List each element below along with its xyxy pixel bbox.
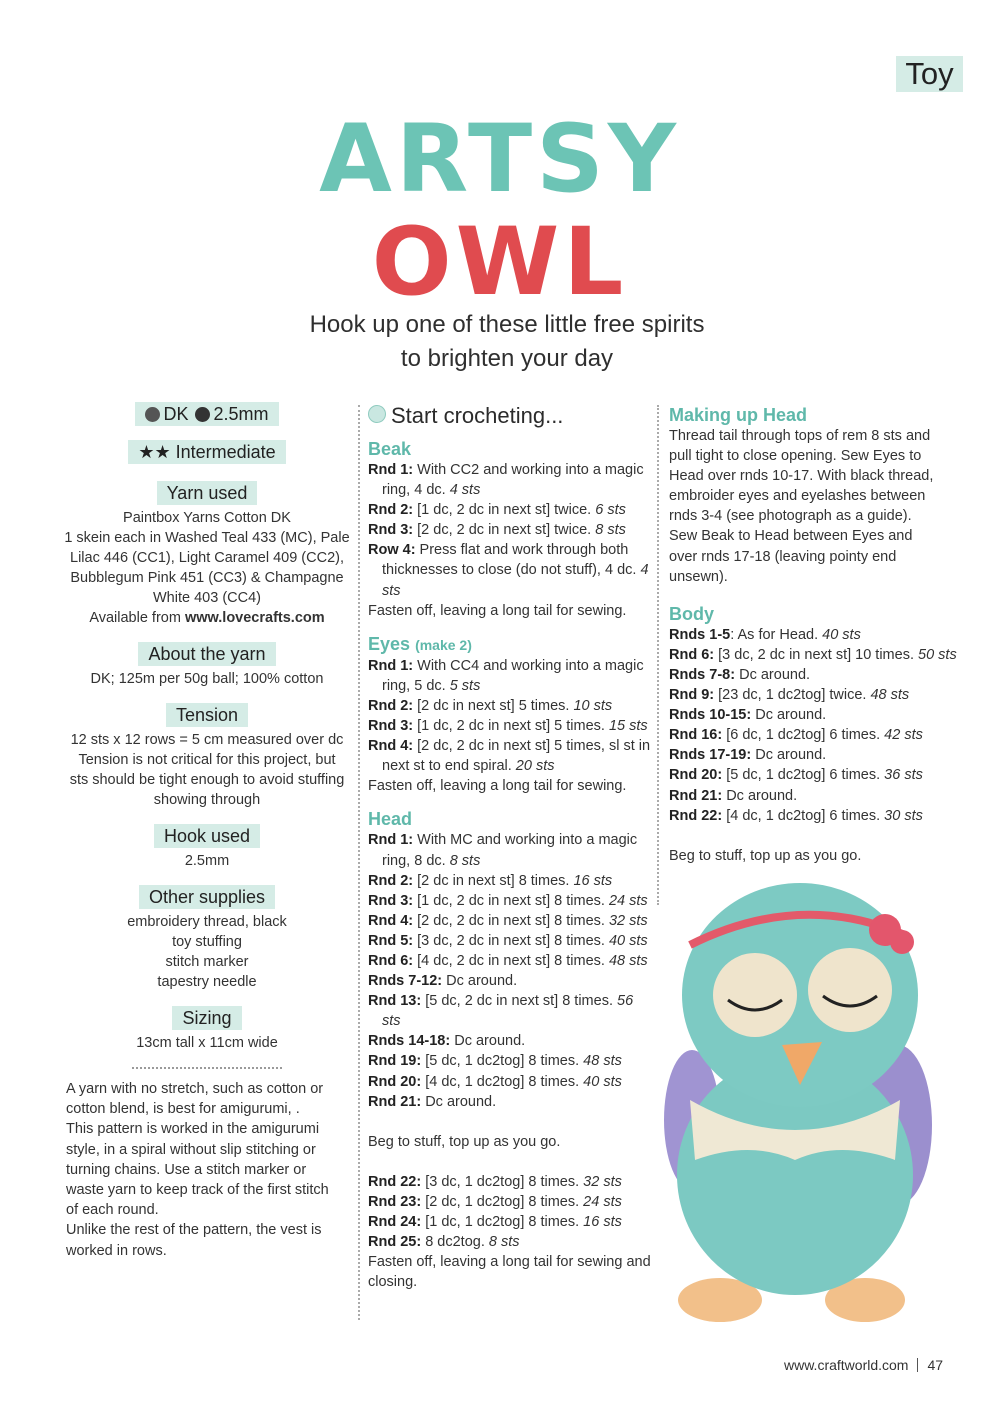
hook-used-heading: Hook used — [154, 824, 260, 848]
subtitle-line-2: to brighten your day — [400, 345, 614, 372]
row-text: [5 dc, 1 dc2tog] 8 times. — [421, 1053, 584, 1070]
supply-item: tapestry needle — [157, 974, 257, 990]
stitch-count: 6 sts — [595, 502, 626, 519]
right-eye — [808, 948, 892, 1032]
stitch-count: 5 sts — [449, 677, 481, 694]
dotted-divider — [132, 1067, 282, 1069]
note-line: This pattern is worked in the amigurumi — [66, 1121, 320, 1138]
supply-item: embroidery thread, black — [127, 914, 287, 930]
instruction-row — [669, 685, 969, 705]
lovecrafts-link[interactable]: www.lovecrafts.com — [184, 610, 325, 626]
head-heading: Head — [368, 809, 413, 830]
stitch-count: 50 sts — [918, 646, 957, 663]
row-label: Rnds 10-15: — [669, 707, 752, 724]
row-text: [1 dc, 2 dc in next st] 8 times. — [413, 892, 609, 909]
row-label: Rnds 7-12: — [368, 973, 443, 990]
row-label: Rnd 19: — [368, 1053, 422, 1070]
row-text: Press flat and work through both thicknesses to close (do not stuff), 4 dc. — [382, 542, 641, 579]
head-rows-2 — [368, 1172, 654, 1252]
row-text: [4 dc, 1 dc2tog] 6 times. — [722, 807, 885, 824]
row-text: [2 dc, 2 dc in next st] twice. — [413, 522, 596, 539]
row-label: Rnd 1: — [368, 832, 414, 849]
row-label: Rnd 24: — [368, 1214, 422, 1230]
row-label: Rnd 23: — [368, 1193, 422, 1210]
stitch-count: 8 sts — [595, 522, 626, 539]
making-up-head-text: Thread tail through tops of rem 8 sts and pull tight to close opening. Sew Eyes to Head over rnds 10-17. With black thread, embroider eyes and eyelashes between rnds 3-4 (see photograph as a guide). Sew Beak to Head between Eyes and over rnds 17-18 (leaving pointy end unsewn). — [669, 428, 934, 585]
instruction-row — [368, 911, 654, 931]
row-label: Row 4: — [368, 542, 416, 559]
yarn-ball-icon — [368, 405, 386, 423]
stitch-count: 16 sts — [573, 872, 613, 889]
row-text: [5 dc, 1 dc2tog] 6 times. — [722, 767, 885, 784]
body-rows — [669, 625, 969, 826]
instruction-row — [368, 991, 654, 1031]
row-text: Dc around. — [722, 787, 798, 804]
row-text: [4 dc, 1 dc2tog] 8 times. — [421, 1073, 584, 1090]
row-label: Rnd 3: — [368, 522, 414, 539]
row-label: Rnds 1-5 — [669, 626, 731, 643]
instruction-row — [368, 656, 654, 696]
stitch-count: 40 sts — [822, 626, 861, 643]
sizing-section — [62, 1006, 352, 1053]
instruction-row — [669, 665, 969, 685]
instruction-row — [368, 500, 654, 520]
stitch-count: 8 sts — [449, 852, 481, 869]
row-text: 8 dc2tog. — [421, 1234, 489, 1251]
instruction-row — [368, 1092, 654, 1112]
about-yarn-text: DK; 125m per 50g ball; 100% cotton — [90, 671, 324, 687]
row-label: Rnd 25: — [368, 1234, 422, 1251]
sizing-heading: Sizing — [172, 1006, 241, 1030]
hook-used-section — [62, 824, 352, 871]
row-text: With CC4 and working into a magic ring, 5 dc. — [382, 657, 644, 694]
other-supplies-heading: Other supplies — [139, 885, 275, 909]
supply-item: stitch marker — [165, 954, 249, 970]
page-number: 47 — [927, 1357, 944, 1373]
instruction-row — [368, 871, 654, 891]
yarn-line: White 403 (CC4) — [153, 590, 261, 606]
row-label: Rnd 2: — [368, 502, 414, 519]
tension-heading: Tension — [166, 703, 248, 727]
row-text: [23 dc, 1 dc2tog] twice. — [714, 687, 871, 704]
row-label: Rnd 5: — [368, 932, 414, 949]
stitch-count: 42 sts — [884, 727, 923, 744]
instruction-row — [368, 891, 654, 911]
eyes-heading-text: Eyes — [368, 633, 411, 654]
instruction-row — [368, 696, 654, 716]
row-text: [1 dc, 2 dc in next st] 5 times. — [413, 718, 609, 735]
head-rows — [368, 830, 654, 1111]
note-line: cotton blend, is best for amigurumi, . — [66, 1101, 300, 1118]
pattern-column — [368, 402, 654, 1292]
row-label: Rnd 6: — [368, 952, 414, 969]
row-label: Rnd 21: — [368, 1093, 422, 1110]
instruction-row — [368, 1031, 654, 1051]
info-column — [62, 402, 352, 1261]
instruction-row — [368, 1212, 654, 1232]
row-text: : As for Head. — [730, 626, 823, 643]
body-heading: Body — [669, 603, 714, 624]
note-line: turning chains. Use a stitch marker or — [66, 1161, 307, 1178]
row-text: [1 dc, 2 dc in next st] twice. — [413, 502, 596, 519]
instruction-row — [368, 1172, 654, 1192]
yarn-line: Lilac 446 (CC1), Light Caramel 409 (CC2), — [70, 550, 344, 566]
tension-section — [62, 703, 352, 810]
eyes-end: Fasten off, leaving a long tail for sewing. — [368, 778, 627, 795]
row-label: Rnd 4: — [368, 912, 414, 929]
level-text: Intermediate — [175, 442, 276, 462]
instruction-row — [368, 1051, 654, 1071]
row-text: [3 dc, 2 dc in next st] 10 times. — [714, 646, 919, 663]
row-label: Rnd 3: — [368, 892, 414, 909]
skill-level — [62, 440, 352, 467]
stitch-count: 48 sts — [870, 687, 910, 704]
row-label: Rnd 20: — [669, 767, 723, 784]
stitch-count: 10 sts — [573, 697, 613, 714]
row-text: Dc around. — [751, 747, 827, 764]
level-pill — [128, 440, 285, 464]
yarn-weight: DK — [163, 404, 189, 424]
owl-photo — [650, 860, 970, 1340]
instruction-row — [669, 725, 969, 745]
note-line: style, in a spiral without slip stitching or — [66, 1141, 316, 1158]
yarn-line: 1 skein each in Washed Teal 433 (MC), Pale — [64, 530, 350, 546]
spec-weight-hook — [62, 402, 352, 426]
row-text: Dc around. — [421, 1093, 497, 1110]
stitch-count: 24 sts — [608, 892, 648, 909]
stitch-count: 40 sts — [608, 932, 648, 949]
stitch-count: 24 sts — [583, 1193, 622, 1210]
stitch-count: 20 sts — [515, 758, 555, 775]
row-label: Rnd 9: — [669, 687, 715, 704]
title-line-2: OWL — [371, 208, 628, 317]
hook-used-text: 2.5mm — [184, 853, 230, 869]
row-label: Rnd 16: — [669, 727, 723, 744]
row-text: [2 dc in next st] 8 times. — [413, 872, 574, 889]
row-label: Rnd 13: — [368, 993, 422, 1010]
row-text: Dc around. — [442, 973, 518, 990]
instruction-row — [368, 951, 654, 971]
row-text: With MC and working into a magic ring, 8 dc. — [382, 832, 638, 869]
column-divider — [657, 405, 659, 905]
instruction-row — [669, 645, 969, 665]
subtitle-line-1: Hook up one of these little free spirits — [309, 311, 705, 338]
stitch-count: 56 sts — [382, 993, 634, 1030]
stitch-count: 32 sts — [583, 1173, 622, 1190]
note-line: of each round. — [66, 1202, 159, 1219]
left-eye — [713, 953, 797, 1037]
note-line: waste yarn to keep track of the first stitch — [66, 1182, 329, 1199]
tension-line: sts should be tight enough to avoid stuffing — [69, 772, 345, 788]
stitch-count: 48 sts — [608, 952, 648, 969]
note-line: Unlike the rest of the pattern, the vest is — [66, 1222, 322, 1239]
yarn-used-section — [62, 481, 352, 628]
footer-site: www.craftworld.com — [784, 1357, 909, 1373]
instruction-row — [368, 1192, 654, 1212]
hook-icon — [195, 407, 210, 422]
instruction-row — [368, 830, 654, 870]
other-supplies-section — [62, 885, 352, 992]
beak-heading: Beak — [368, 439, 412, 459]
star-icon: ★★ — [138, 442, 171, 462]
row-label: Rnds 7-8: — [669, 666, 736, 683]
stitch-count: 4 sts — [449, 482, 481, 499]
row-label: Rnd 21: — [669, 787, 723, 804]
instruction-row — [669, 806, 969, 826]
row-text: Dc around. — [735, 666, 811, 683]
row-label: Rnd 4: — [368, 738, 414, 755]
note-line: worked in rows. — [66, 1242, 167, 1259]
row-label: Rnds 17-19: — [669, 747, 752, 764]
section-tag: Toy — [896, 56, 963, 92]
about-yarn-section — [62, 642, 352, 689]
yarn-ball-icon — [145, 407, 160, 422]
instruction-row — [669, 786, 969, 806]
row-label: Rnd 22: — [669, 807, 723, 824]
sizing-text: 13cm tall x 11cm wide — [136, 1035, 278, 1051]
instruction-row — [669, 745, 969, 765]
yarn-used-heading: Yarn used — [157, 481, 258, 505]
row-label: Rnd 6: — [669, 646, 715, 663]
body-stuff-note: Beg to stuff, top up as you go. — [669, 847, 862, 864]
eyes-rows — [368, 656, 654, 777]
head-end: Fasten off, leaving a long tail for sewing and closing. — [368, 1254, 651, 1291]
instruction-row — [368, 1232, 654, 1252]
note-line: A yarn with no stretch, such as cotton or — [66, 1081, 324, 1097]
beak-rows — [368, 460, 654, 601]
making-up-head-heading: Making up Head — [669, 405, 808, 425]
about-yarn-heading: About the yarn — [138, 642, 275, 666]
beak-end: Fasten off, leaving a long tail for sewing. — [368, 602, 627, 619]
instruction-row — [368, 540, 654, 600]
yarn-line: Bubblegum Pink 451 (CC3) & Champagne — [70, 570, 344, 586]
eyes-heading — [368, 633, 654, 656]
instruction-row — [368, 931, 654, 951]
stitch-count: 16 sts — [583, 1214, 622, 1230]
available-prefix: Available from — [89, 610, 185, 626]
instruction-row — [368, 460, 654, 500]
stitch-count: 40 sts — [583, 1073, 622, 1090]
row-text: [3 dc, 2 dc in next st] 8 times. — [413, 932, 609, 949]
row-text: [4 dc, 2 dc in next st] 8 times. — [413, 952, 609, 969]
yarn-line: Paintbox Yarns Cotton DK — [123, 510, 291, 526]
title-line-1: ARTSY — [319, 105, 680, 214]
instruction-row — [368, 1072, 654, 1092]
stitch-count: 8 sts — [488, 1234, 520, 1251]
instruction-row — [669, 765, 969, 785]
hook-size: 2.5mm — [213, 404, 269, 424]
instruction-row — [669, 705, 969, 725]
supply-item: toy stuffing — [172, 934, 242, 950]
stitch-count: 4 sts — [382, 562, 649, 599]
column-divider — [358, 405, 360, 1320]
row-label: Rnd 1: — [368, 657, 414, 674]
row-label: Rnd 3: — [368, 718, 414, 735]
row-text: [6 dc, 1 dc2tog] 6 times. — [722, 727, 885, 744]
instruction-row — [669, 625, 969, 645]
row-label: Rnd 1: — [368, 462, 414, 478]
row-text: [5 dc, 2 dc in next st] 8 times. — [421, 993, 618, 1010]
instruction-row — [368, 716, 654, 736]
stitch-count: 48 sts — [583, 1053, 622, 1070]
stitch-count: 30 sts — [884, 807, 923, 824]
row-label: Rnd 2: — [368, 872, 414, 889]
row-label: Rnd 2: — [368, 697, 414, 714]
row-text: [2 dc in next st] 5 times. — [413, 697, 574, 714]
tension-line: 12 sts x 12 rows = 5 cm measured over dc — [70, 732, 344, 748]
instruction-row — [368, 520, 654, 540]
spec-pill — [135, 402, 278, 426]
row-text: [1 dc, 1 dc2tog] 8 times. — [421, 1214, 584, 1230]
tension-line: Tension is not critical for this project, but — [78, 752, 336, 768]
stitch-count: 32 sts — [608, 912, 648, 929]
footer — [784, 1355, 943, 1375]
eyes-heading-note: (make 2) — [415, 636, 472, 653]
footer-divider — [917, 1358, 918, 1372]
tension-line: showing through — [153, 792, 261, 808]
stitch-count: 36 sts — [884, 767, 923, 784]
row-label: Rnd 22: — [368, 1173, 422, 1190]
instruction-row — [368, 971, 654, 991]
instruction-row — [368, 736, 654, 776]
start-heading — [368, 402, 654, 430]
making-up-column — [669, 404, 969, 866]
row-text: [2 dc, 2 dc in next st] 5 times, sl st in next st to end spiral. — [382, 738, 651, 775]
row-text: With CC2 and working into a magic ring, 4 dc. — [382, 462, 644, 499]
availability — [62, 608, 352, 628]
stitch-count: 15 sts — [608, 718, 648, 735]
row-text: [3 dc, 1 dc2tog] 8 times. — [421, 1173, 584, 1190]
bow — [890, 930, 914, 954]
row-text: [2 dc, 1 dc2tog] 8 times. — [421, 1193, 584, 1210]
head-stuff-note: Beg to stuff, top up as you go. — [368, 1133, 561, 1150]
row-label: Rnd 20: — [368, 1073, 422, 1090]
start-heading-text: Start crocheting... — [391, 403, 564, 428]
subtitle — [250, 308, 764, 376]
row-text: [2 dc, 2 dc in next st] 8 times. — [413, 912, 609, 929]
row-text: Dc around. — [751, 707, 827, 724]
notes — [62, 1079, 352, 1261]
row-label: Rnds 14-18: — [368, 1033, 451, 1050]
row-text: Dc around. — [450, 1033, 526, 1050]
